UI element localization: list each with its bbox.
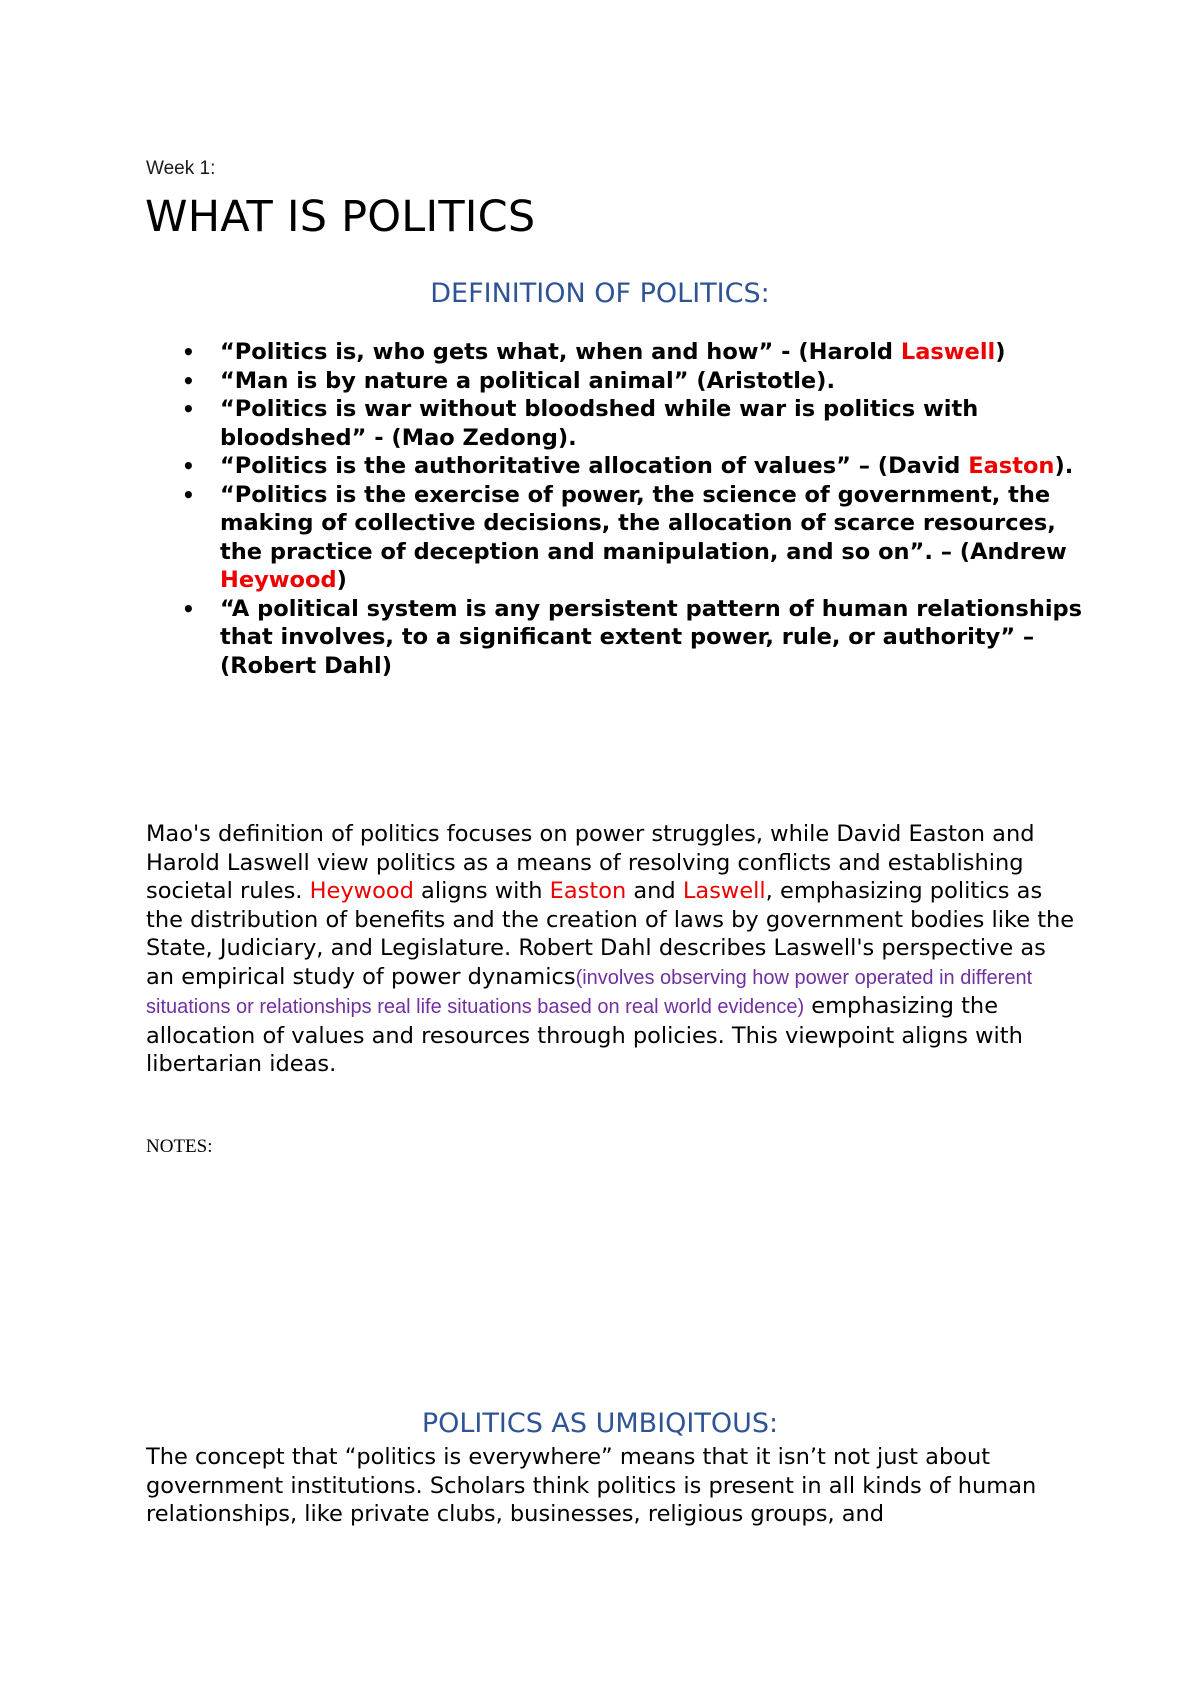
week-label: Week 1:: [146, 158, 216, 179]
bullet-icon: •: [182, 340, 195, 364]
definition-item: [182, 595, 1100, 681]
definition-text: “Man is by nature a political animal” (Aristotle).: [220, 367, 836, 394]
definition-heading: DEFINITION OF POLITICS:: [430, 278, 770, 309]
definition-author-highlight: Laswell: [900, 339, 996, 365]
summary-text: , emphasizing politics as the distribution of benefits and the creation of laws by government bodies like the State, Judiciary, and Legislature. Robert Dahl describes Laswell's perspective as an empirical study of power dynamics: [146, 878, 1075, 990]
bullet-icon: •: [182, 454, 195, 478]
definition-text: “A political system is any persistent pattern of human relationships that involves, to a significant extent power, rule, or authority” – (Robert Dahl): [220, 595, 1083, 679]
summary-text: emphasizing the allocation of values and resources through policies. This viewpoint aligns with libertarian ideas.: [146, 993, 1023, 1077]
definition-text-end: ).: [1054, 453, 1074, 479]
definition-item: [182, 338, 1100, 367]
bullet-icon: •: [182, 368, 195, 393]
ubiquitous-heading: POLITICS AS UMBIQITOUS:: [421, 1408, 779, 1439]
definition-author-highlight: Heywood: [220, 567, 337, 593]
summary-text: aligns with: [413, 878, 550, 904]
summary-text: Mao's definition of politics focuses on power struggles, while David Easton and Harold Laswell view politics as a means of resolving conflicts and establishing societal rules.: [146, 821, 1035, 904]
bullet-icon: •: [182, 596, 195, 621]
definition-item: [182, 452, 1100, 481]
summary-paragraph: [146, 820, 1076, 1079]
definition-item: [182, 395, 1100, 452]
ubiquitous-paragraph: The concept that “politics is everywhere” means that it isn’t not just about government institutions. Scholars think politics is present in all kinds of human relationships, like private clubs, businesses, religious groups, and: [146, 1444, 1037, 1527]
definition-item: [182, 367, 1100, 396]
summary-highlight-laswell: Laswell: [682, 878, 766, 904]
definition-text: “Politics is, who gets what, when and how” - (Harold: [220, 339, 901, 365]
definitions-list: [182, 338, 1100, 680]
definition-item: [182, 481, 1100, 595]
bullet-icon: •: [182, 397, 195, 421]
definition-text-end: ): [336, 567, 347, 593]
notes-label: NOTES:: [146, 1136, 213, 1157]
summary-aside-note: (involves observing how power operated in different situations or relationships real life situations based on real world evidence): [146, 966, 1033, 1018]
summary-highlight-easton: Easton: [549, 878, 627, 904]
page-title: WHAT IS POLITICS: [145, 192, 536, 242]
definition-author-highlight: Easton: [968, 453, 1055, 479]
definition-text: “Politics is the authoritative allocation of values” – (David: [220, 453, 969, 479]
definition-text-end: ): [995, 339, 1006, 365]
definition-text: “Politics is war without bloodshed while war is politics with bloodshed” - (Mao Zedong).: [220, 396, 979, 451]
summary-highlight-heywood: Heywood: [309, 878, 414, 904]
summary-text: and: [626, 878, 683, 904]
bullet-icon: •: [182, 482, 195, 507]
definition-text: “Politics is the exercise of power, the science of government, the making of collective decisions, the allocation of scarce resources, the practice of deception and manipulation, and so on”. – (Andrew: [220, 481, 1067, 565]
